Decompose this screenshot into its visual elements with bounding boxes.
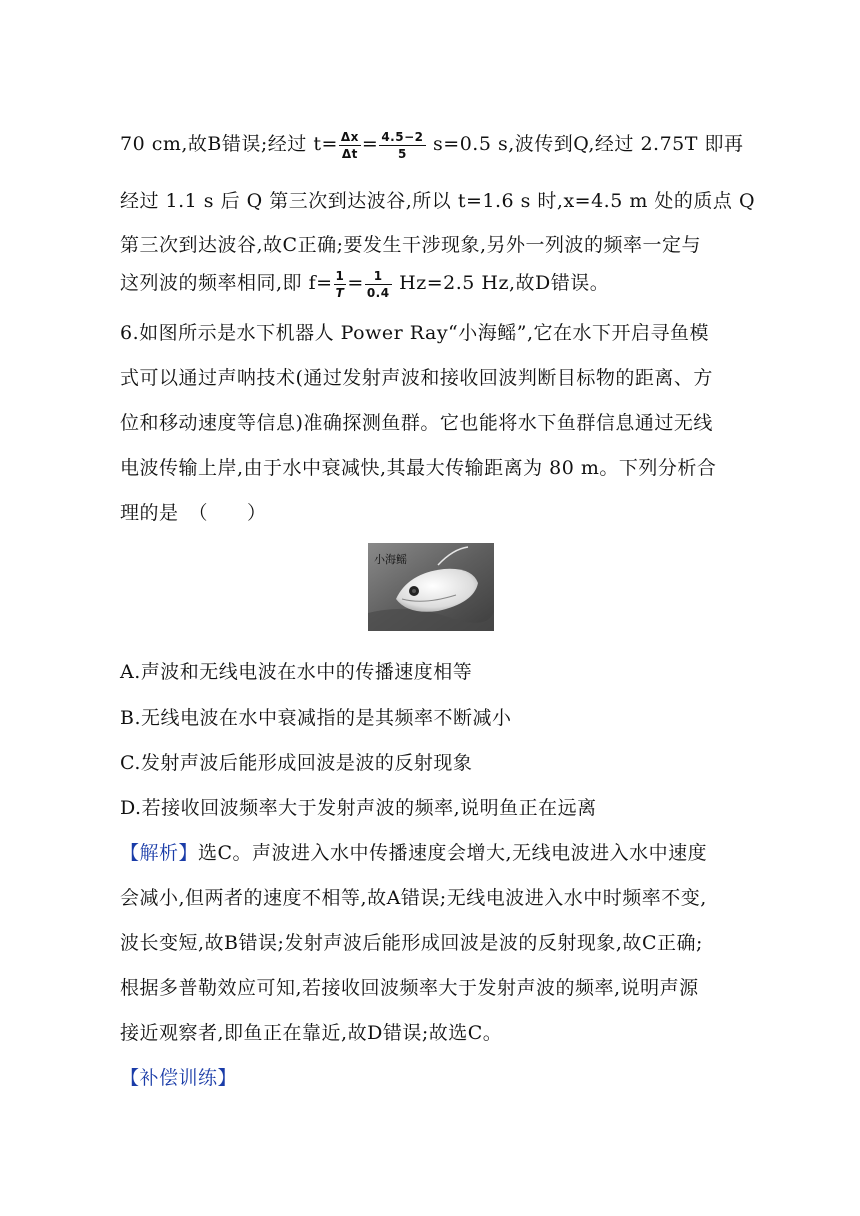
fraction-1-0.4: [365, 269, 392, 300]
option-c: C.发射声波后能形成回波是波的反射现象: [120, 752, 473, 774]
text-segment: 70 cm,故B错误;经过 t=: [120, 133, 338, 155]
text-line-3: 第三次到达波谷,故C正确;要发生干涉现象,另外一列波的频率一定与: [120, 234, 702, 256]
question-line-3: 位和移动速度等信息)准确探测鱼群。它也能将水下鱼群信息通过无线: [120, 412, 713, 434]
text-segment: Hz=2.5 Hz,故D错误。: [392, 272, 610, 294]
fraction-dx-dt: [339, 130, 361, 161]
analysis-tag: 【解析】: [120, 842, 199, 864]
fraction-numerator: Δx: [340, 129, 359, 144]
analysis-line-2: 会减小,但两者的速度不相等,故A错误;无线电波进入水中时频率不变,: [120, 887, 707, 909]
option-d: D.若接收回波频率大于发射声波的频率,说明鱼正在远离: [120, 797, 597, 819]
option-b: B.无线电波在水中衰减指的是其频率不断减小: [120, 707, 512, 729]
question-line-5: 理的是 （ ）: [120, 502, 267, 524]
fraction-denominator: 0.4: [366, 285, 390, 300]
fraction-denominator: 5: [397, 146, 407, 161]
analysis-line-3: 波长变短,故B错误;发射声波后能形成回波是波的反射现象,故C正确;: [120, 932, 703, 954]
text-line-4: [120, 268, 609, 300]
analysis-line-5: 接近观察者,即鱼正在靠近,故D错误;故选C。: [120, 1022, 503, 1044]
supplement-heading: 【补偿训练】: [120, 1067, 238, 1089]
analysis-line-1: [120, 838, 707, 865]
text-line-1: [120, 129, 743, 161]
analysis-line-4: 根据多普勒效应可知,若接收回波频率大于发射声波的频率,说明声源: [120, 977, 699, 999]
fraction-denominator: Δt: [341, 146, 358, 161]
equals-sign: =: [361, 133, 379, 155]
analysis-text: 选C。声波进入水中传播速度会增大,无线电波进入水中速度: [198, 842, 708, 864]
fraction-numerator: 4.5−2: [381, 129, 424, 144]
question-line-4: 电波传输上岸,由于水中衰减快,其最大传输距离为 80 m。下列分析合: [120, 457, 717, 479]
question-line-2: 式可以通过声呐技术(通过发射声波和接收回波判断目标物的距离、方: [120, 367, 713, 389]
robot-photo: [368, 543, 494, 631]
question-line-1: 6.如图所示是水下机器人 Power Ray“小海鳐”,它在水下开启寻鱼模: [120, 322, 710, 344]
photo-label: 小海鳐: [374, 553, 407, 566]
text-line-2: 经过 1.1 s 后 Q 第三次到达波谷,所以 t=1.6 s 时,x=4.5 m 处的质点 Q: [120, 190, 756, 212]
text-segment: 这列波的频率相同,即 f=: [120, 272, 333, 294]
fraction-1-T: [334, 269, 347, 300]
fraction-value: [379, 130, 425, 161]
fraction-numerator: 1: [335, 268, 345, 283]
equals-sign: =: [347, 272, 364, 294]
fraction-denominator: T: [335, 285, 345, 300]
fraction-numerator: 1: [365, 269, 392, 285]
text-segment: s=0.5 s,波传到Q,经过 2.75T 即再: [426, 133, 744, 155]
option-a: A.声波和无线电波在水中的传播速度相等: [120, 661, 473, 683]
